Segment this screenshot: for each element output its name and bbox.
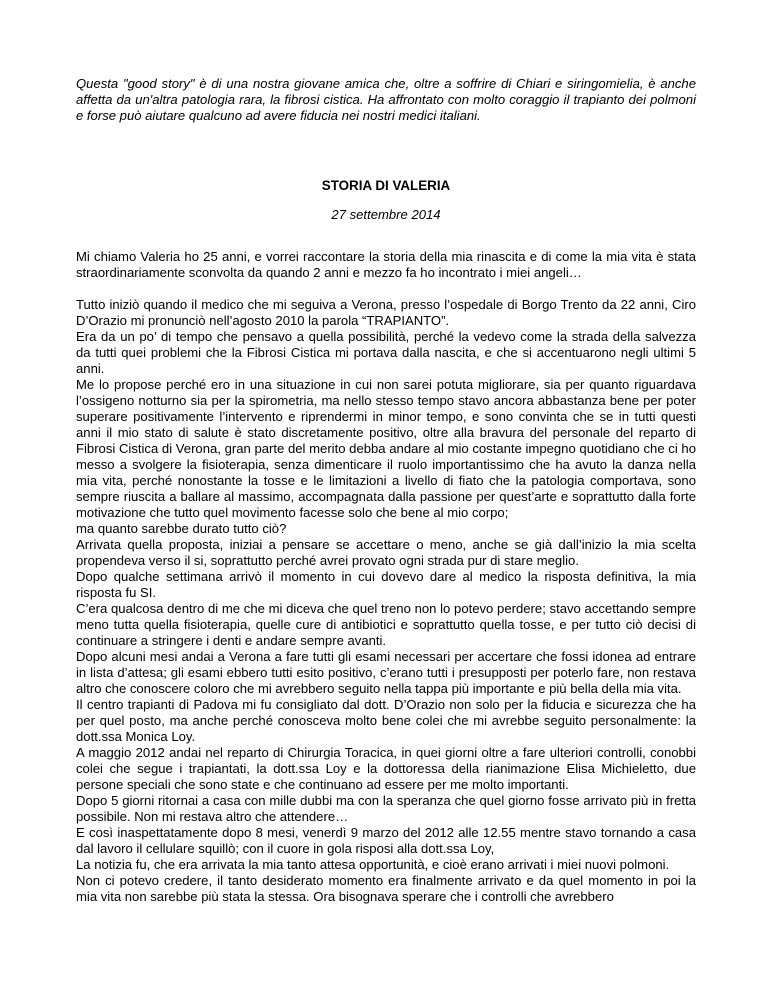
body-paragraph: Il centro trapianti di Padova mi fu consigliato dal dott. D’Orazio non solo per la fiducia e sicurezza che ha per quel posto, ma anche perché conosceva molto bene colei che mi avrebbe seguito personalmente: la dott.ssa Monica Loy. [76, 697, 696, 744]
document-page [76, 76, 696, 905]
body-paragraph: La notizia fu, che era arrivata la mia tanto attesa opportunità, e cioè erano arrivati i miei nuovi polmoni. [76, 857, 670, 872]
intro-paragraph: Questa "good story" è di una nostra giovane amica che, oltre a soffrire di Chiari e siringomielia, è anche affetta da un'altra patologia rara, la fibrosi cistica. Ha affrontato con molto coraggio il trapianto dei polmoni e forse può aiutare qualcuno ad avere fiducia nei nostri medici italiani. [76, 76, 696, 123]
body-paragraph: Me lo propose perché ero in una situazione in cui non sarei potuta migliorare, sia per quanto riguardava l’ossigeno notturno sia per la spirometria, ma nello stesso tempo stavo ancora abbastanza bene per poter superare positivamente l’intervento e riprendermi in minor tempo, e sono convinta che se in tutti questi anni il mio stato di salute è stato discretamente positivo, oltre alla bravura del personale del reparto di Fibrosi Cistica di Verona, gran parte del merito debba andare al mio costante impegno quotidiano che ci ho messo a svolgere la fisioterapia, senza dimenticare il ruolo importantissimo che ha avuto la danza nella mia vita, perché nonostante la tosse e le limitazioni a livello di fiato che la patologia comportava, sono sempre riuscita a ballare al massimo, accompagnata dalla passione per quest’arte e soprattutto dalla forte motivazione che tutto quel movimento facesse solo che bene al mio corpo; [76, 377, 696, 520]
body-paragraph: Dopo alcuni mesi andai a Verona a fare tutti gli esami necessari per accertare che fossi idonea ad entrare in lista d’attesa; gli esami ebbero tutti esito positivo, c’erano tutti i presupposti per poterlo fare, non restava altro che conoscere coloro che mi avrebbero seguito nella tappa più importante e più bella della mia vita. [76, 649, 696, 696]
body-paragraph: Era da un po’ di tempo che pensavo a quella possibilità, perché la vedevo come la strada della salvezza da tutti quei problemi che la Fibrosi Cistica mi portava dalla nascita, e che si accentuarono negli ultimi 5 anni. [76, 329, 696, 376]
story-title: STORIA DI VALERIA [321, 178, 451, 193]
body-paragraph: Arrivata quella proposta, iniziai a pensare se accettare o meno, anche se già dall’inizio la mia scelta propendeva verso il si, soprattutto perché avrei provato ogni strada pur di stare meglio. [76, 537, 696, 568]
story-body [76, 297, 696, 905]
body-paragraph: A maggio 2012 andai nel reparto di Chirurgia Toracica, in quei giorni oltre a fare ulteriori controlli, conobbi colei che segue i trapiantati, la dott.ssa Loy e la dottoressa della rianimazione Elisa Michieletto, due persone speciali che sono state e che continuano ad essere per me molto importanti. [76, 745, 696, 792]
story-date: 27 settembre 2014 [331, 207, 441, 222]
body-paragraph: C’era qualcosa dentro di me che mi diceva che quel treno non lo potevo perdere; stavo accettando sempre meno tutta quella fisioterapia, quelle cure di antibiotici e soprattutto quella tosse, e per tutto ciò decisi di continuare a stringere i denti e andare sempre avanti. [76, 601, 696, 648]
body-paragraph: ma quanto sarebbe durato tutto ciò? [76, 521, 287, 536]
opening-paragraph: Mi chiamo Valeria ho 25 anni, e vorrei raccontare la storia della mia rinascita e di come la mia vita è stata straordinariamente sconvolta da quando 2 anni e mezzo fa ho incontrato i miei angeli… [76, 249, 696, 280]
body-paragraph: Tutto iniziò quando il medico che mi seguiva a Verona, presso l’ospedale di Borgo Trento da 22 anni, Ciro D’Orazio mi pronunciò nell’agosto 2010 la parola “TRAPIANTO”. [76, 297, 696, 328]
body-paragraph: Dopo 5 giorni ritornai a casa con mille dubbi ma con la speranza che quel giorno fosse arrivato più in fretta possibile. Non mi restava altro che attendere… [76, 793, 696, 824]
body-paragraph: Dopo qualche settimana arrivò il momento in cui dovevo dare al medico la risposta definitiva, la mia risposta fu SI. [76, 569, 696, 600]
body-paragraph: Non ci potevo credere, il tanto desiderato momento era finalmente arrivato e da quel momento in poi la mia vita non sarebbe più stata la stessa. Ora bisognava sperare che i controlli che avrebbero [76, 873, 696, 904]
body-paragraph: E così inaspettatamente dopo 8 mesi, venerdì 9 marzo del 2012 alle 12.55 mentre stavo tornando a casa dal lavoro il cellulare squillò; con il cuore in gola risposi alla dott.ssa Loy, [76, 825, 696, 856]
